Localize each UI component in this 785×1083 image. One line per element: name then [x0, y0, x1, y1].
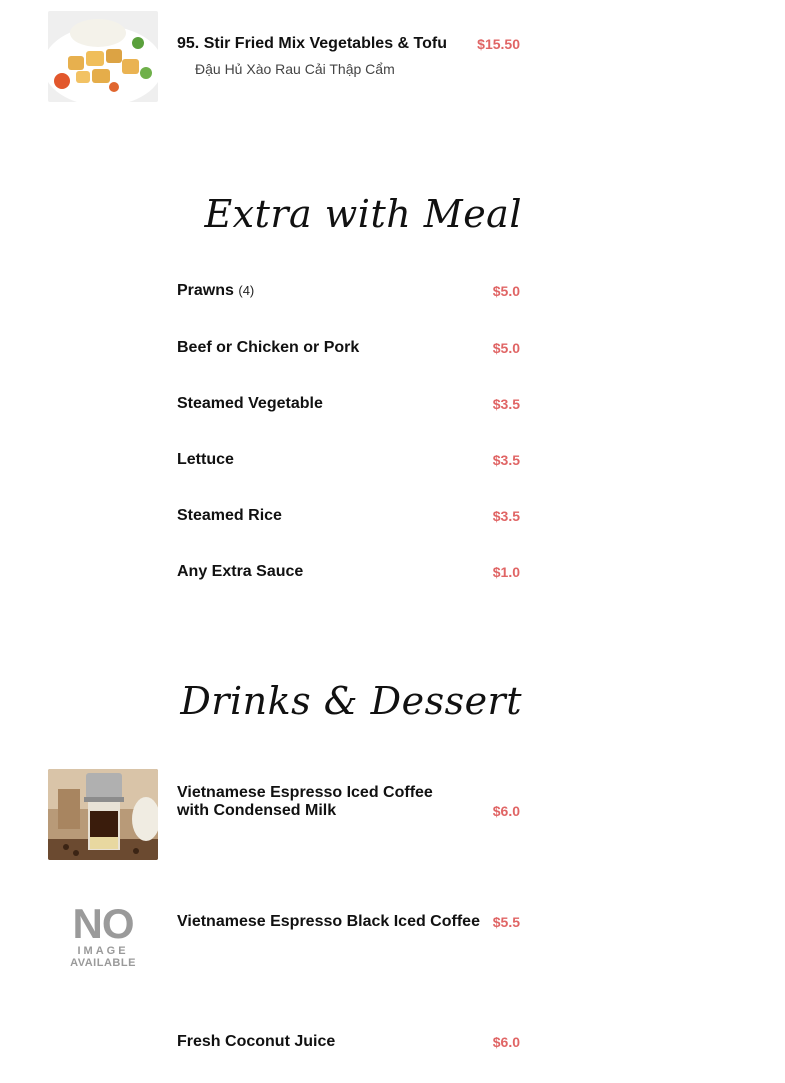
item-name: Any Extra Sauce — [177, 563, 304, 580]
item-name: Lettuce — [177, 451, 234, 468]
item-name: Steamed Rice — [177, 507, 282, 524]
item-name: 95. Stir Fried Mix Vegetables & Tofu — [177, 35, 447, 52]
item-price: $3.5 — [492, 452, 520, 468]
item-subtitle: Đậu Hủ Xào Rau Cải Thập Cẩm — [195, 61, 395, 77]
item-name: Vietnamese Espresso Black Iced Coffee — [177, 913, 480, 930]
no-image-line2: AVAILABLE — [70, 957, 136, 969]
item-name — [177, 282, 254, 300]
item-name: Steamed Vegetable — [177, 395, 323, 412]
tofu-dish-photo[interactable] — [48, 11, 158, 102]
coffee-photo[interactable] — [48, 769, 158, 860]
item-name: Vietnamese Espresso Iced Coffee with Condensed Milk — [177, 784, 433, 819]
item-price: $5.5 — [492, 914, 520, 930]
section-title-extras: Extra with Meal — [204, 192, 522, 236]
item-price: $3.5 — [492, 396, 520, 412]
item-price: $1.0 — [492, 564, 520, 580]
item-price: $6.0 — [492, 803, 520, 819]
item-qty: (4) — [238, 283, 255, 298]
item-price: $5.0 — [492, 283, 520, 299]
item-price: $3.5 — [492, 508, 520, 524]
item-name: Beef or Chicken or Pork — [177, 339, 360, 356]
item-price: $15.50 — [477, 36, 520, 52]
no-image-placeholder — [48, 893, 158, 984]
no-image-text: NO — [72, 900, 134, 947]
item-price: $5.0 — [492, 340, 520, 356]
item-name: Fresh Coconut Juice — [177, 1033, 336, 1050]
item-price: $6.0 — [492, 1034, 520, 1050]
no-image-line1: IMAGE — [77, 945, 129, 957]
item-name-text: Prawns — [177, 282, 234, 299]
section-title-drinks: Drinks & Dessert — [180, 679, 522, 723]
